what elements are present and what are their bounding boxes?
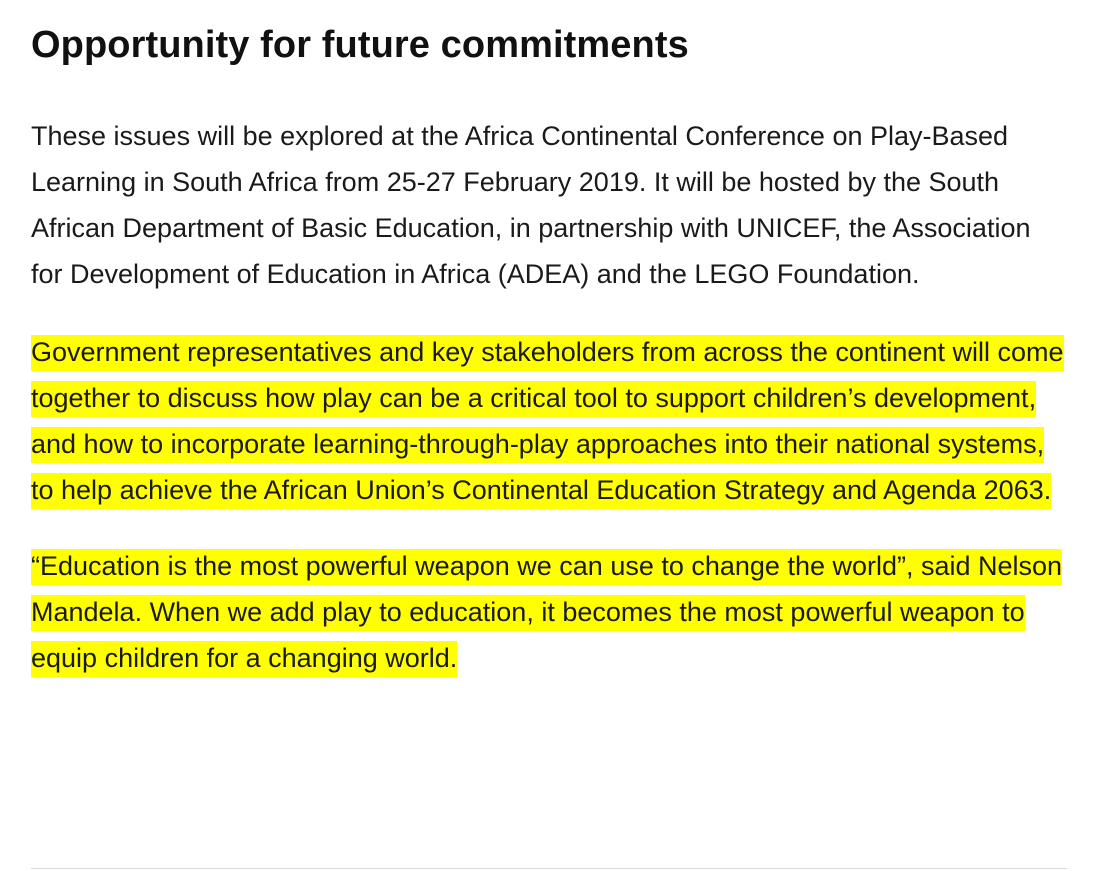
article-section: [31, 22, 1067, 681]
highlighted-text-stakeholders: Government representatives and key stakeholders from across the continent will come together to discuss how play can be a critical tool to support children’s development, and how to incorporate learning-through-play approaches into their national systems, to help achieve the African Union’s Continental Education Strategy and Agenda 2063.: [31, 335, 1064, 509]
paragraph-stakeholders: [31, 329, 1067, 513]
paragraph-mandela-quote: [31, 543, 1067, 681]
section-divider: [31, 868, 1067, 869]
paragraph-conference: [31, 113, 1067, 297]
paragraph-conference-text: These issues will be explored at the Africa Continental Conference on Play-Based Learning in South Africa from 25-27 February 2019. It will be hosted by the South African Department of Basic Education, in partnership with UNICEF, the Association for Development of Education in Africa (ADEA) and the LEGO Foundation.: [31, 121, 1031, 289]
section-heading: Opportunity for future commitments: [31, 24, 689, 66]
highlighted-text-mandela-quote: “Education is the most powerful weapon we can use to change the world”, said Nelson Mandela. When we add play to education, it becomes the most powerful weapon to equip children for a changing world.: [31, 549, 1062, 677]
